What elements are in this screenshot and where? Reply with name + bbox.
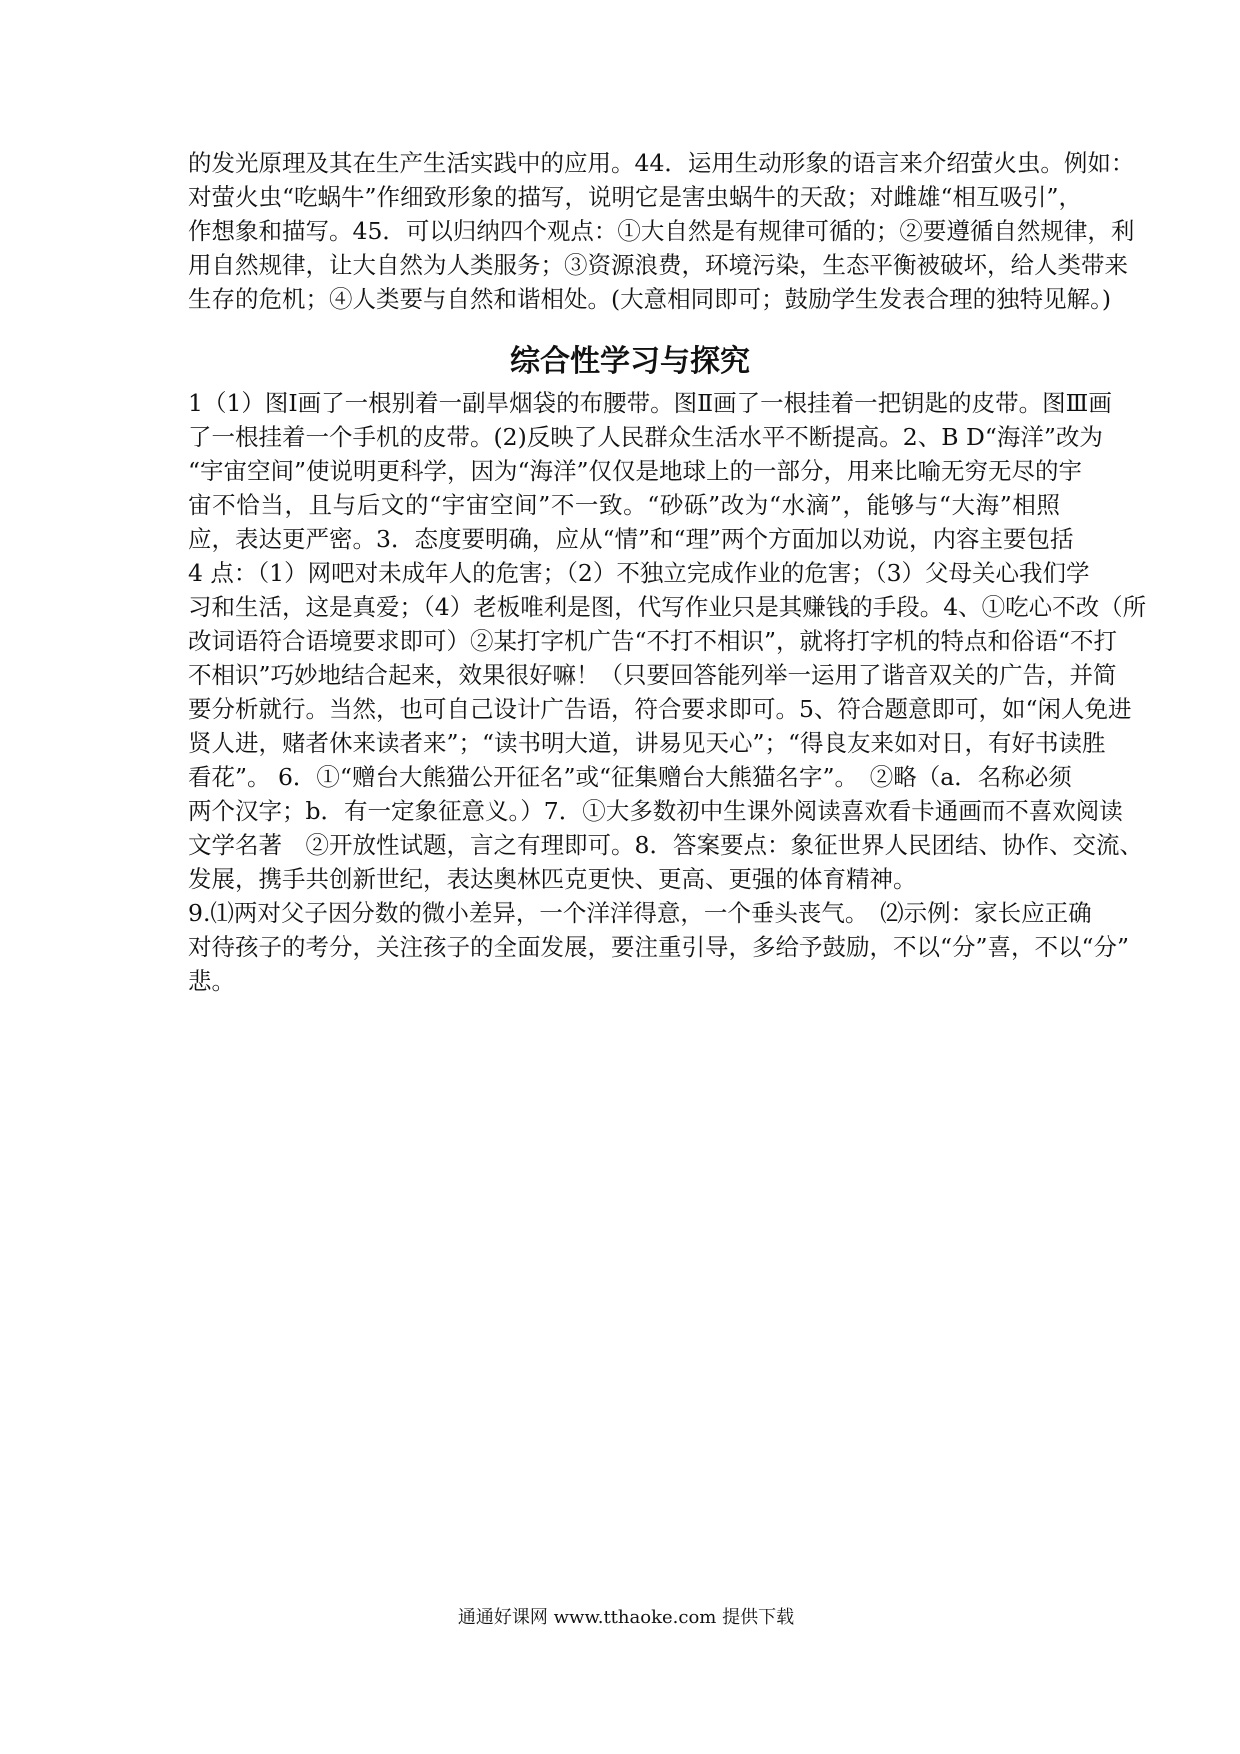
text-line: 作想象和描写。45．可以归纳四个观点：①大自然是有规律可循的；②要遵循自然规律，利: [188, 217, 1135, 245]
text-line: 用自然规律，让大自然为人类服务；③资源浪费，环境污染，生态平衡被破坏，给人类带来: [188, 251, 1128, 279]
section-title: 综合性学习与探究: [510, 344, 750, 379]
text-line: 9.⑴两对父子因分数的微小差异，一个洋洋得意，一个垂头丧气。 ⑵示例：家长应正确: [188, 899, 1092, 927]
text-line: 习和生活，这是真爱；（4）老板唯利是图，代写作业只是其赚钱的手段。4、①吃心不改（所: [188, 593, 1147, 621]
text-line: 1（1）图Ⅰ画了一根别着一副旱烟袋的布腰带。图Ⅱ画了一根挂着一把钥匙的皮带。图Ⅲ画: [188, 389, 1112, 417]
text-line: 贤人进，赌者休来读者来”；“读书明大道，讲易见天心”；“得良友来如对日，有好书读胜: [188, 729, 1106, 757]
text-line: 生存的危机；④人类要与自然和谐相处。(大意相同即可；鼓励学生发表合理的独特见解。): [188, 285, 1112, 313]
text-line: 发展，携手共创新世纪，表达奥林匹克更快、更高、更强的体育精神。: [188, 865, 917, 893]
text-line: 悲。: [188, 967, 235, 995]
text-line: “宇宙空间”使说明更科学，因为“海洋”仅仅是地球上的一部分，用来比喻无穷无尽的宇: [188, 457, 1083, 485]
text-line: 要分析就行。当然，也可自己设计广告语，符合要求即可。5、符合题意即可，如“闲人免进: [188, 695, 1132, 723]
text-line: 文学名著 ②开放性试题，言之有理即可。8．答案要点：象征世界人民团结、协作、交流、: [188, 831, 1143, 859]
text-line: 应，表达更严密。3．态度要明确，应从“情”和“理”两个方面加以劝说，内容主要包括: [188, 525, 1074, 553]
text-line: 对萤火虫“吃蜗牛”作细致形象的描写，说明它是害虫蜗牛的天敌；对雌雄“相互吸引”，: [188, 183, 1083, 211]
text-line: 看花”。 6．①“赠台大熊猫公开征名”或“征集赠台大熊猫名字”。 ②略（a．名称必须: [188, 763, 1072, 791]
text-line: 宙不恰当，且与后文的“宇宙空间”不一致。“砂砾”改为“水滴”，能够与“大海”相照: [188, 491, 1060, 519]
section-answers-paragraph: [188, 386, 1147, 998]
text-line: 改词语符合语境要求即可）②某打字机广告“不打不相识”，就将打字机的特点和俗语“不打: [188, 627, 1118, 655]
text-line: 不相识”巧妙地结合起来，效果很好嘛！（只要回答能列举一运用了谐音双关的广告，并简: [188, 661, 1117, 689]
text-line: 的发光原理及其在生产生活实践中的应用。44．运用生动形象的语言来介绍萤火虫。例如：: [188, 149, 1135, 177]
continued-answers-paragraph: [188, 146, 1135, 316]
text-line: 两个汉字；b．有一定象征意义。）7．①大多数初中生课外阅读喜欢看卡通画而不喜欢阅读: [188, 797, 1123, 825]
page-footer: 通通好课网 www.tthaoke.com 提供下载: [457, 1607, 795, 1628]
text-line: 对待孩子的考分，关注孩子的全面发展，要注重引导，多给予鼓励，不以“分”喜，不以“分”: [188, 933, 1130, 961]
text-line: 了一根挂着一个手机的皮带。(2)反映了人民群众生活水平不断提高。2、B D“海洋”改为: [188, 423, 1103, 451]
text-line: 4 点：（1）网吧对未成年人的危害；（2）不独立完成作业的危害；（3）父母关心我们学: [188, 559, 1090, 587]
